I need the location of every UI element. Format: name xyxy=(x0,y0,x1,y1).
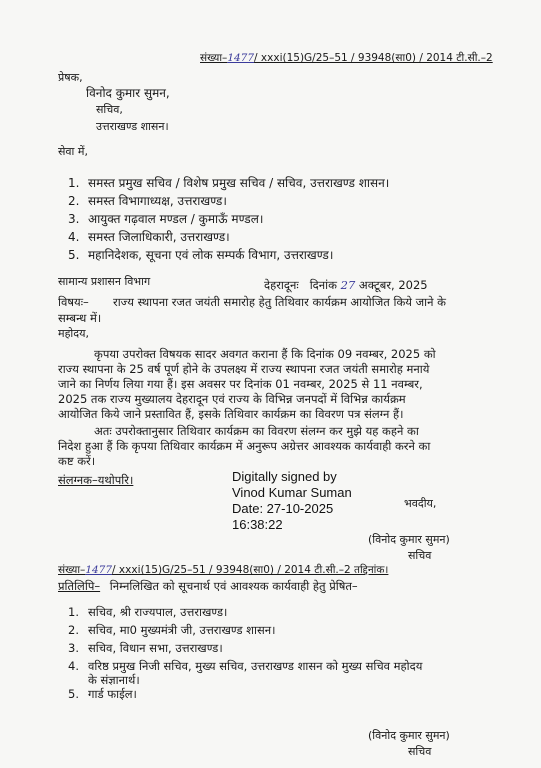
recipient-item xyxy=(68,230,230,244)
recipients-label: सेवा में, xyxy=(58,145,88,158)
sender-label: प्रेषक, xyxy=(58,71,83,84)
para-line: कष्ट करें। xyxy=(58,454,96,468)
signatory-name: (विनोद कुमार सुमन) xyxy=(368,533,450,546)
subject-label: विषयः– xyxy=(58,295,89,309)
copy-ref-rest: / xxxi(15)G/25–51 / 93948(सा0) / 2014 टी.सी.–2 तद्दिनांक। xyxy=(112,564,389,576)
recipient-text: आयुक्त गढ़वाल मण्डल / कुमाऊँ मण्डल। xyxy=(88,212,264,226)
copy-text: गार्ड फाईल। xyxy=(88,687,137,701)
copy-ref-number-handwritten: 1477 xyxy=(85,564,113,576)
reference-number xyxy=(200,51,493,65)
copy-text: के संज्ञानार्थ। xyxy=(88,673,140,687)
copy-num: 1. xyxy=(68,605,79,619)
copy-text: सचिव, विधान सभा, उत्तराखण्ड। xyxy=(88,641,223,655)
copy-item xyxy=(68,687,137,701)
copy-text: सचिव, मा0 मुख्यमंत्री जी, उत्तराखण्ड शासन। xyxy=(88,623,276,637)
place-date xyxy=(264,278,428,292)
recipient-text: समस्त प्रमुख सचिव / विशेष प्रमुख सचिव / सचिव, उत्तराखण्ड शासन। xyxy=(88,176,390,190)
recipient-num: 2. xyxy=(68,194,80,208)
signatory-name-2: (विनोद कुमार सुमन) xyxy=(368,729,450,742)
recipient-num: 1. xyxy=(68,176,80,190)
copy-item xyxy=(68,641,223,655)
para-line: राज्य स्थापना के 25 वर्ष पूर्ण होने के उपलक्ष्य में राज्य स्थापना रजत जयंती समारोह मनाये xyxy=(58,362,430,376)
subject-text-2: सम्बन्ध में। xyxy=(58,311,102,325)
ref-prefix: संख्या– xyxy=(200,52,228,64)
recipient-item xyxy=(68,248,334,262)
copy-text: सचिव, श्री राज्यपाल, उत्तराखण्ड। xyxy=(88,605,228,619)
signatory-designation-2: सचिव xyxy=(408,745,432,758)
copy-intro xyxy=(58,579,358,593)
copy-item xyxy=(68,623,276,637)
digital-sig-line: Vinod Kumar Suman xyxy=(232,485,352,500)
enclosure-note: संलग्नक–यथोपरि। xyxy=(58,473,134,487)
recipient-text: समस्त जिलाधिकारी, उत्तराखण्ड। xyxy=(88,230,230,244)
copy-text: वरिष्ठ प्रमुख निजी सचिव, मुख्य सचिव, उत्तराखण्ड शासन को मुख्य सचिव महोदय xyxy=(88,659,423,673)
digital-sig-line: Digitally signed by xyxy=(232,469,337,484)
ref-rest: / xxxi(15)G/25–51 / 93948(सा0) / 2014 टी.सी.–2 xyxy=(254,52,493,64)
recipient-text: महानिदेशक, सूचना एवं लोक सम्पर्क विभाग, उत्तराखण्ड। xyxy=(88,248,334,262)
copy-item xyxy=(68,605,228,619)
recipient-num: 3. xyxy=(68,212,80,226)
closing-word: भवदीय, xyxy=(404,497,437,510)
sender-name: विनोद कुमार सुमन, xyxy=(86,86,170,100)
para-line: निदेश हुआ हैं कि कृपया तिथिवार कार्यक्रम में अनुरूप अग्रेत्तर आवश्यक कार्यवाही करने का xyxy=(58,439,431,453)
subject-text-1: राज्य स्थापना रजत जयंती समारोह हेतु तिथिवार कार्यक्रम आयोजित किये जाने के xyxy=(113,295,447,309)
sender-designation: सचिव, xyxy=(96,103,123,116)
copy-intro-text: निम्नलिखित को सूचनार्थ एवं आवश्यक कार्यवाही हेतु प्रेषित– xyxy=(109,579,358,593)
copy-label: प्रतिलिपि– xyxy=(58,579,101,593)
recipient-item xyxy=(68,176,390,190)
copy-ref-prefix: संख्या– xyxy=(58,564,86,576)
digital-sig-line: Date: 27-10-2025 xyxy=(232,501,334,516)
signatory-designation: सचिव xyxy=(408,549,432,562)
date-label: दिनांक xyxy=(309,278,337,292)
recipient-item xyxy=(68,212,264,226)
copy-num: 4. xyxy=(68,659,79,673)
sender-org: उत्तराखण्ड शासन। xyxy=(96,120,169,133)
salutation: महोदय, xyxy=(58,327,89,340)
recipient-item xyxy=(68,194,227,208)
copy-item xyxy=(68,659,423,673)
date-day-handwritten: 27 xyxy=(340,278,356,292)
para-line: अतः उपरोक्तानुसार तिथिवार कार्यक्रम का विवरण संलग्न कर मुझे यह कहने का xyxy=(94,424,419,438)
recipient-text: समस्त विभागाध्यक्ष, उत्तराखण्ड। xyxy=(88,194,227,208)
copy-reference-number xyxy=(58,563,388,577)
para-line: जाने का निर्णय लिया गया हैं। इस अवसर पर दिनांक 01 नवम्बर, 2025 से 11 नवम्बर, xyxy=(58,377,423,391)
ref-number-handwritten: 1477 xyxy=(227,52,255,64)
digital-sig-line: 16:38:22 xyxy=(232,517,283,532)
copy-num: 5. xyxy=(68,687,79,701)
para-line: आयोजित किये जाने प्रस्तावित हैं, इसके तिथिवार कार्यक्रम का विवरण पत्र संलग्न हैं। xyxy=(58,407,404,421)
recipient-num: 5. xyxy=(68,248,80,262)
copy-num: 2. xyxy=(68,623,79,637)
department-name: सामान्य प्रशासन विभाग xyxy=(58,275,151,288)
copy-num: 3. xyxy=(68,641,79,655)
para-line: कृपया उपरोक्त विषयक सादर अवगत कराना हैं कि दिनांक 09 नवम्बर, 2025 को xyxy=(94,347,436,361)
date-rest: अक्टूबर, 2025 xyxy=(358,278,428,292)
recipient-num: 4. xyxy=(68,230,80,244)
para-line: 2025 तक राज्य मुख्यालय देहरादून एवं राज्य के विभिन्न जनपदों में विभिन्न कार्यक्रम xyxy=(58,392,406,406)
place: देहरादूनः xyxy=(264,278,299,292)
subject-line xyxy=(58,295,447,309)
